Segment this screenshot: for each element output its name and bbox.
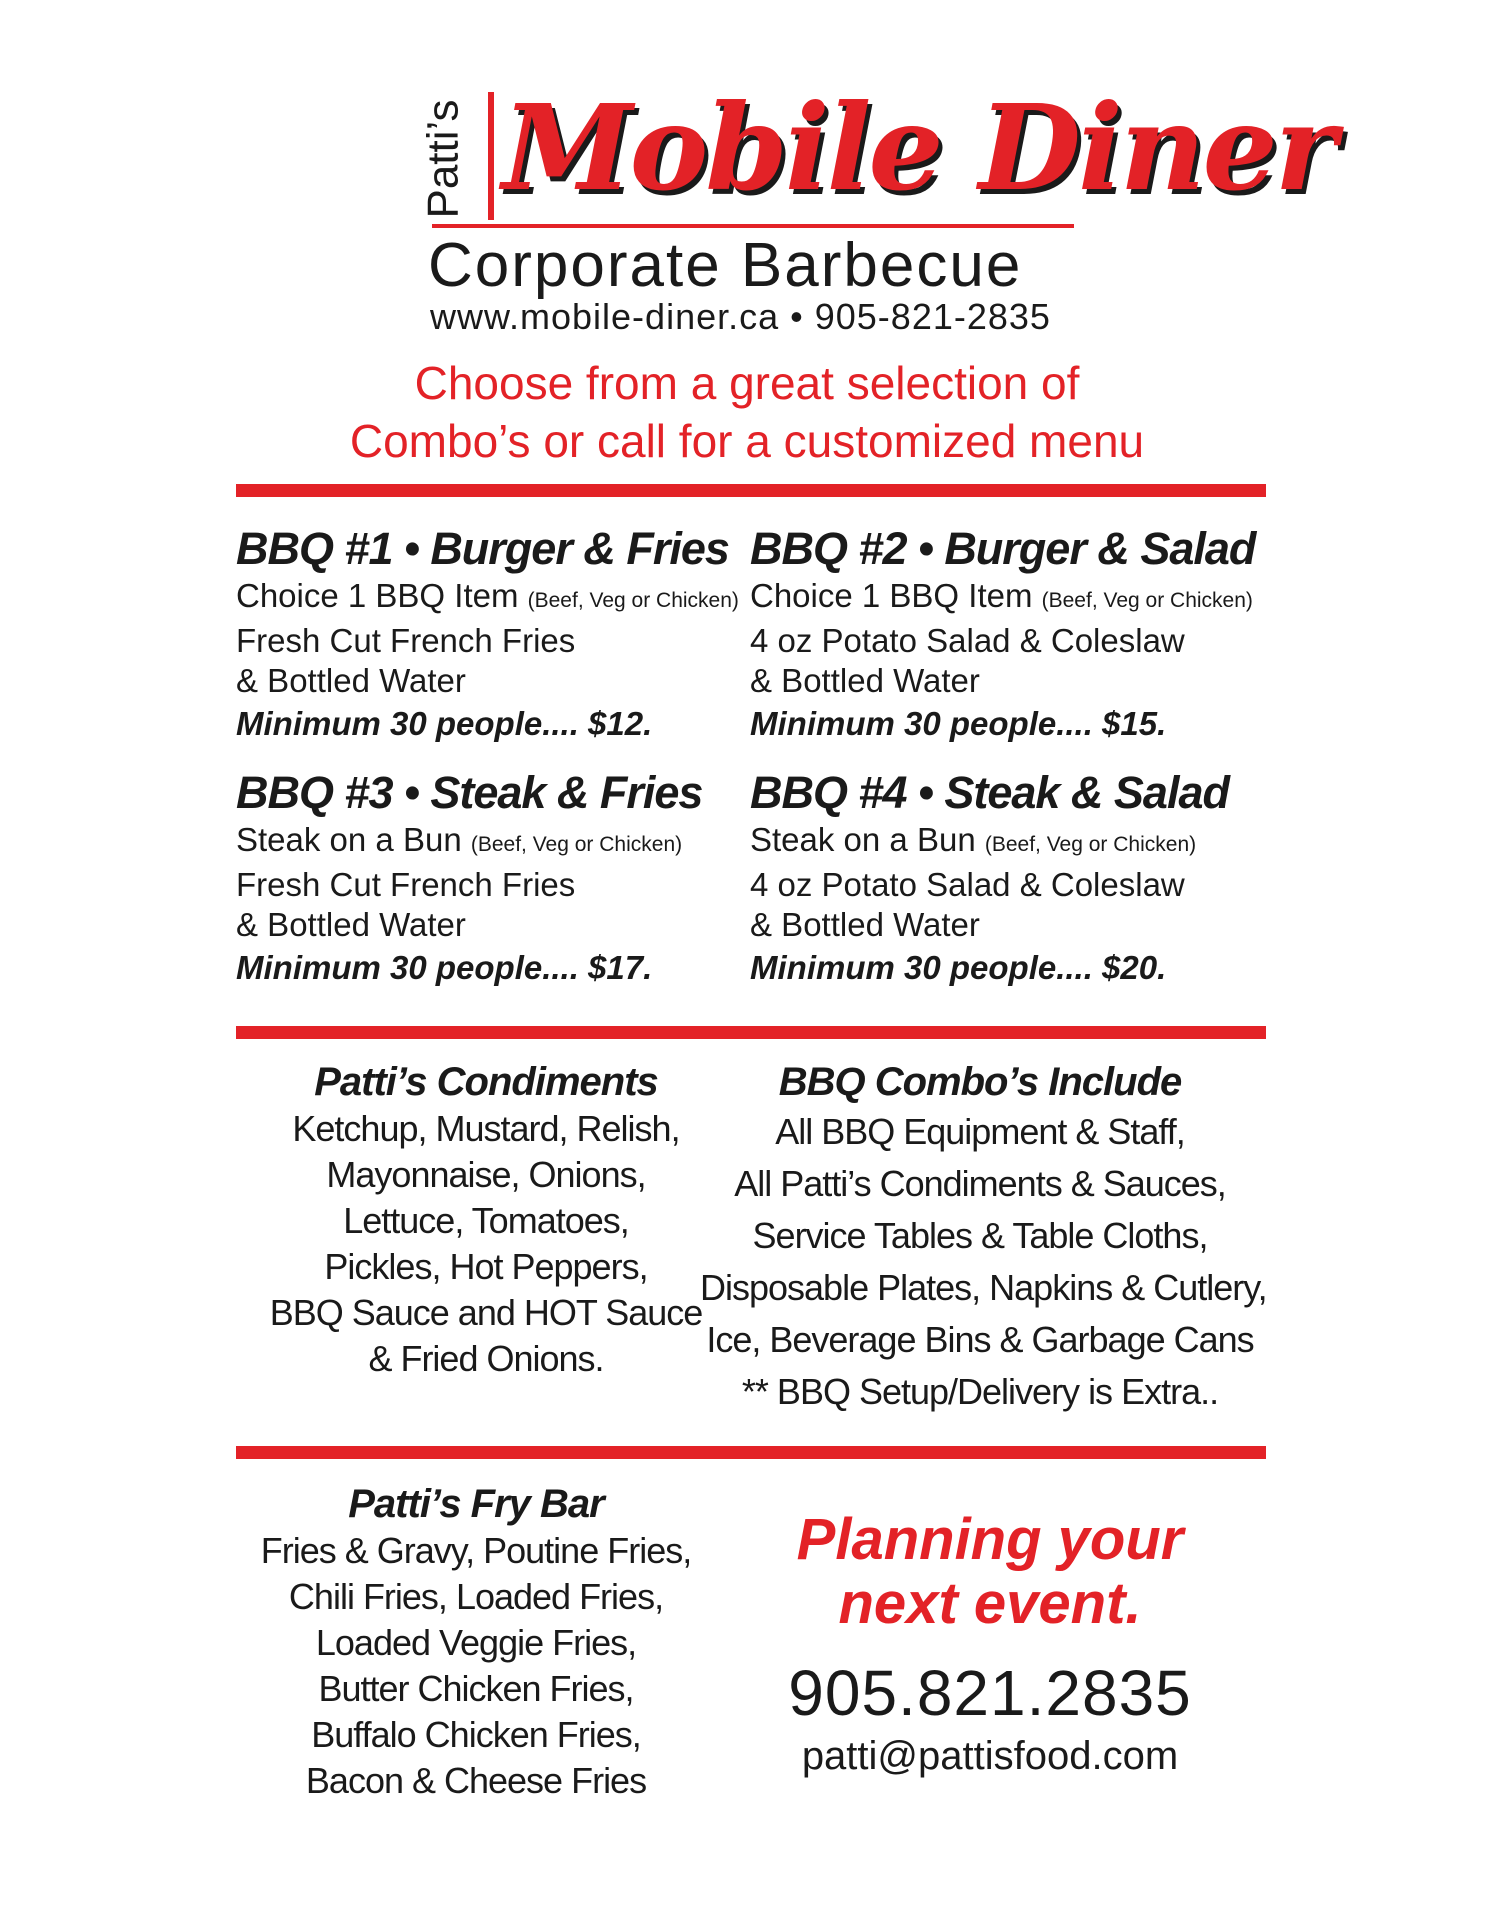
planning-line-2: next event. (838, 1571, 1142, 1636)
combo-line: & Bottled Water (236, 662, 466, 699)
includes-line: Disposable Plates, Napkins & Cutlery, (700, 1267, 1267, 1308)
logo-underline (432, 224, 1074, 228)
intro-line-2: Combo’s or call for a customized menu (349, 415, 1145, 467)
includes-line: All BBQ Equipment & Staff, (775, 1111, 1185, 1152)
includes-line: Ice, Beverage Bins & Garbage Cans (706, 1319, 1254, 1360)
planning-headline (740, 1508, 1240, 1636)
combo-note: (Beef, Veg or Chicken) (470, 833, 683, 856)
combo-minimum: Minimum 30 people.... $20. (750, 949, 1167, 986)
includes-line: All Patti’s Condiments & Sauces, (734, 1163, 1226, 1204)
combo-title: BBQ #1 • Burger & Fries (236, 523, 729, 574)
condiments-title: Patti’s Condiments (314, 1060, 658, 1104)
combo-line: Choice 1 BBQ Item (Beef, Veg or Chicken) (750, 577, 1253, 614)
fry-bar-line: Bacon & Cheese Fries (305, 1760, 647, 1801)
combo-line: 4 oz Potato Salad & Coleslaw (750, 622, 1185, 659)
combo-title: BBQ #4 • Steak & Salad (750, 767, 1229, 818)
combo-line: Steak on a Bun (Beef, Veg or Chicken) (750, 821, 1197, 858)
logo (418, 78, 1334, 337)
condiments-line: Pickles, Hot Peppers, (324, 1246, 648, 1287)
subtitle: Corporate Barbecue (428, 231, 1023, 300)
fry-bar-line: Fries & Gravy, Poutine Fries, (260, 1530, 692, 1571)
combo-minimum: Minimum 30 people.... $17. (236, 949, 653, 986)
combo-line: & Bottled Water (750, 906, 980, 943)
fry-bar-line: Butter Chicken Fries, (318, 1668, 634, 1709)
logo-brand: Mobile Diner (502, 78, 1334, 217)
fry-bar-title: Patti’s Fry Bar (348, 1482, 604, 1526)
combo-line: Choice 1 BBQ Item (Beef, Veg or Chicken) (236, 577, 739, 614)
condiments-line: Lettuce, Tomatoes, (343, 1200, 629, 1241)
website-phone[interactable]: www.mobile-diner.ca • 905-821-2835 (430, 296, 1051, 337)
includes-line: Service Tables & Table Cloths, (752, 1215, 1208, 1256)
contact-phone[interactable]: 905.821.2835 (788, 1657, 1192, 1729)
condiments-line: Ketchup, Mustard, Relish, (292, 1108, 680, 1149)
combo-line: & Bottled Water (236, 906, 466, 943)
condiments-line: & Fried Onions. (368, 1338, 604, 1379)
planning-line-1: Planning your (796, 1507, 1184, 1572)
combo-3 (236, 766, 756, 991)
combo-title: BBQ #3 • Steak & Fries (236, 767, 703, 818)
combo-line: Fresh Cut French Fries (236, 866, 576, 903)
logo-pattis-text: Patti’s (418, 99, 468, 219)
combo-line: & Bottled Water (750, 662, 980, 699)
combo-line: Steak on a Bun (Beef, Veg or Chicken) (236, 821, 683, 858)
combo-note: (Beef, Veg or Chicken) (1041, 589, 1253, 612)
fry-bar-section (226, 1480, 726, 1804)
combo-2 (750, 522, 1270, 747)
combo-note: (Beef, Veg or Chicken) (984, 833, 1197, 856)
combo-1 (236, 522, 756, 747)
condiments-line: Mayonnaise, Onions, (326, 1154, 646, 1195)
includes-line: ** BBQ Setup/Delivery is Extra.. (741, 1371, 1219, 1412)
includes-section (700, 1058, 1267, 1418)
condiments-section (236, 1058, 736, 1382)
divider-1 (236, 484, 1266, 497)
combo-minimum: Minimum 30 people.... $15. (750, 705, 1167, 742)
combo-minimum: Minimum 30 people.... $12. (236, 705, 653, 742)
logo-divider (488, 92, 494, 220)
fry-bar-line: Buffalo Chicken Fries, (311, 1714, 641, 1755)
logo-pattis (418, 84, 488, 224)
combo-title: BBQ #2 • Burger & Salad (750, 523, 1256, 574)
divider-3 (236, 1446, 1266, 1459)
condiments-line: BBQ Sauce and HOT Sauce (269, 1292, 703, 1333)
contact-email[interactable]: patti@pattisfood.com (801, 1734, 1179, 1778)
combo-note: (Beef, Veg or Chicken) (527, 589, 739, 612)
includes-title: BBQ Combo’s Include (778, 1060, 1182, 1104)
combo-line: 4 oz Potato Salad & Coleslaw (750, 866, 1185, 903)
fry-bar-line: Chili Fries, Loaded Fries, (288, 1576, 664, 1617)
combo-4 (750, 766, 1270, 991)
fry-bar-line: Loaded Veggie Fries, (315, 1622, 637, 1663)
combo-line: Fresh Cut French Fries (236, 622, 576, 659)
intro-line-1: Choose from a great selection of (414, 357, 1080, 409)
divider-2 (236, 1026, 1266, 1039)
